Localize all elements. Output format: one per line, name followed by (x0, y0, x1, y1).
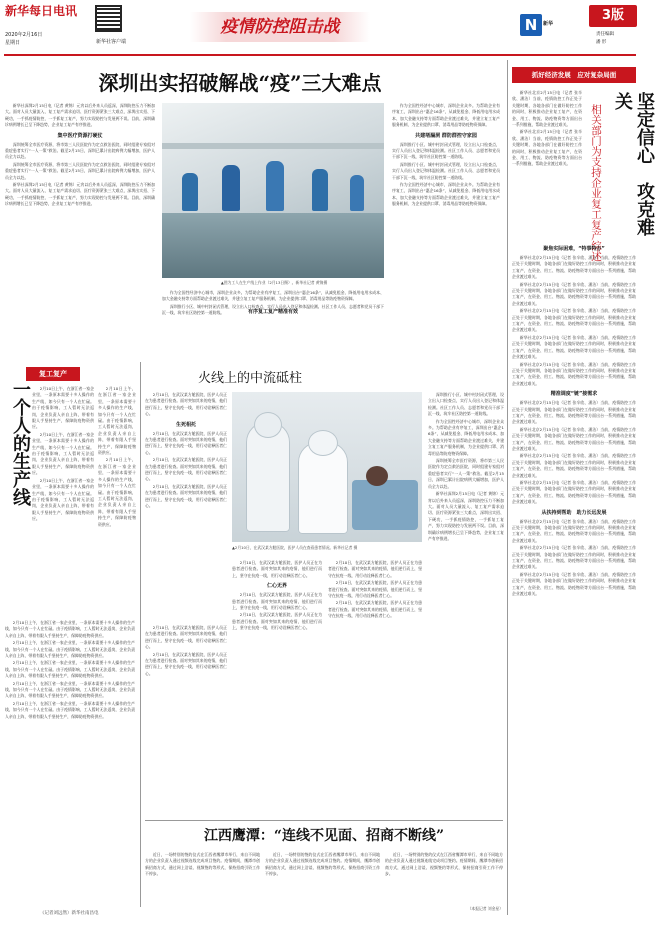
left-column-para6: 2月10日上午，在浙江省一家企业里，一条原本需要十多人操作的生产线，如今只有一个人在忙碌。由于疫情影响，工人暂时无法返岗，企业负责人亲自上阵，带着有限人手坚持生产，保障防疫物资供应。 (5, 660, 135, 679)
headline-body3-repeat: 作为全国性经济中心城市，深圳企业众多。为帮助企业有序复工，深圳出台“惠企16条”，从减免租金、降低用电用水成本、加大金融支持等方面帮助企业渡过难关，并建立复工复产服务机制，为企业提供口罩、消毒用品等防疫物资保障。 (392, 182, 500, 207)
left-column-title: 一个人的生产线 (10, 380, 31, 506)
bottom-title: 江西鹰潭：“连线不见面、招商不断线” (203, 828, 445, 844)
feature-para3: 2月10日，在武汉某方舱医院，医护人员正在为患者进行检查。面对突如其来的疫情，他们逆行而上，坚守在抗疫一线，用行动诠释医者仁心。 (145, 457, 227, 482)
feature-col4 (428, 392, 504, 820)
feature-para1: 2月10日，在武汉某方舱医院，医护人员正在为患者进行检查。面对突如其来的疫情，他们逆行而上，坚守在抗疫一线，用行动诠释医者仁心。 (145, 392, 227, 417)
right-para5: 新华社北京2月15日电（记者 张辛欣、潘洁）当前，疫情防控工作正处于关键时期，各地各部门在做好防控工作的同时，积极推动企业复工复产，在资金、用工、物流、防疫物资等方面出台一系列措施，帮助企业渡过难关。 (512, 308, 636, 333)
headline-sub2: 有序复工复产精准有效 (247, 309, 298, 315)
headline-body2: 深圳统筹全市医疗资源，将市第三人民医院作为定点救治医院，同时组建专家组对重症患者实行“一人一策”救治。截至2月15日，深圳已累计出院病例大幅增加，医护人员全力以赴。 (5, 141, 155, 160)
right-section-bar: 抓好经济发展 应对复杂局面 (512, 67, 636, 83)
headline-body3-b: 作为全国性经济中心城市，深圳企业众多。为帮助企业有序复工，深圳出台“惠企16条”，从减免租金、降低用电用水成本、加大金融支持等方面帮助企业渡过难关，并建立复工复产服务机制，为企业提供口罩、消毒用品等防疫物资保障。 (392, 103, 500, 128)
feature-para14: 作为全国性经济中心城市，深圳企业众多。为帮助企业有序复工，深圳出台“惠企16条”，从减免租金、降低用电用水成本、加大金融支持等方面帮助企业渡过难关，并建立复工复产服务机制，为企业提供口罩、消毒用品等防疫物资保障。 (428, 418, 504, 456)
feature-title: 火线上的中流砥柱 (197, 371, 302, 386)
feature-para5: 2月10日，在武汉某方舱医院，医护人员正在为患者进行检查。面对突如其来的疫情，他们逆行而上，坚守在抗疫一线，用行动诠释医者仁心。 (232, 560, 322, 578)
right-sub3: 从扶持到帮助 助力长远发展 (541, 509, 607, 516)
right-para9: 新华社北京2月15日电（记者 张辛欣、潘洁）当前，疫情防控工作正处于关键时期，各地各部门在做好防控工作的同时，积极推动企业复工复产，在资金、用工、物流、防疫物资等方面出台一系列措施，帮助企业渡过难关。 (512, 426, 636, 451)
right-para4: 新华社北京2月15日电（记者 张辛欣、潘洁）当前，疫情防控工作正处于关键时期，各地各部门在做好防控工作的同时，积极推动企业复工复产，在资金、用工、物流、防疫物资等方面出台一系列措施，帮助企业渡过难关。 (512, 281, 636, 306)
left-column-para2: 2月10日上午，在浙江省一家企业里，一条原本需要十多人操作的生产线，如今只有一个人在忙碌。由于疫情影响，工人暂时无法返岗，企业负责人亲自上阵，带着有限人手坚持生产，保障防疫物资供应。 (32, 431, 94, 476)
feature-para7: 2月10日，在武汉某方舱医院，医护人员正在为患者进行检查。面对突如其来的疫情，他们逆行而上，坚守在抗疫一线，用行动诠释医者仁心。 (232, 612, 322, 631)
bottom-para3: 近日，一场特别的签约仪式在江西省鹰潭市举行，来自不同地方的企业负责人通过视频连线完成项目签约。疫情期间，鹰潭市创新招商方式，通过网上洽谈、视频签约等形式，保持招商引资工作不停步。 (385, 852, 503, 877)
left-column-para10: 2月10日上午，在浙江省一家企业里，一条原本需要十多人操作的生产线，如今只有一个人在忙碌。由于疫情影响，工人暂时无法返岗，企业负责人亲自上阵，带着有限人手坚持生产，保障防疫物资供应。 (98, 457, 136, 527)
factory-photo (162, 103, 384, 278)
headline-sub2-block (162, 308, 384, 318)
right-subtitle: 相关部门为支持企业复工复产综述 (590, 104, 602, 262)
feature-col1 (145, 392, 227, 622)
right-para10: 新华社北京2月15日电（记者 张辛欣、潘洁）当前，疫情防控工作正处于关键时期，各地各部门在做好防控工作的同时，积极推动企业复工复产，在资金、用工、物流、防疫物资等方面出台一系列措施，帮助企业渡过难关。 (512, 453, 636, 478)
feature-para2: 2月10日，在武汉某方舱医院，医护人员正在为患者进行检查。面对突如其来的疫情，他们逆行而上，坚守在抗疫一线，用行动诠释医者仁心。 (145, 430, 227, 455)
feature-para16: 新华社深圳2月15日电（记者 黄锦）元宵以后外来人员返深，深圳防控压力不断加大。面对人员大量流入、复工复产需求迫切、医疗资源紧张三大难点，深圳出实招、下硬功，一手抓疫情防控，一手抓复工复产，努力实现防控与发展两不误。目前，深圳确诊病例增长已呈下降趋势，企业复工复产有序推进。 (428, 491, 504, 541)
bottom-col2 (265, 852, 380, 912)
left-column-para7: 2月10日上午，在浙江省一家企业里，一条原本需要十多人操作的生产线，如今只有一个人在忙碌。由于疫情影响，工人暂时无法返岗，企业负责人亲自上阵，带着有限人手坚持生产，保障防疫物资供应。 (5, 680, 135, 699)
feature-para9: 2月10日，在武汉某方舱医院，医护人员正在为患者进行检查。面对突如其来的疫情，他们逆行而上，坚守在抗疫一线，用行动诠释医者仁心。 (328, 580, 422, 599)
left-column-body-right (98, 386, 136, 616)
xinhua-logo: N 新华 (520, 14, 558, 38)
divider-left (140, 362, 141, 907)
medical-photo-caption: ▲2月10日，在武汉某方舱医院，医护人员在查看患者情况。新华社记者 摄 (232, 545, 358, 550)
right-para8: 新华社北京2月15日电（记者 张辛欣、潘洁）当前，疫情防控工作正处于关键时期，各地各部门在做好防控工作的同时，积极推动企业复工复产，在资金、用工、物流、防疫物资等方面出台一系列措施，帮助企业渡过难关。 (512, 400, 636, 425)
feature-para11: 2月10日，在武汉某方舱医院，医护人员正在为患者进行检查。面对突如其来的疫情，他们逆行而上，坚守在抗疫一线，用行动诠释医者仁心。 (145, 625, 227, 650)
divider-right (507, 60, 508, 915)
feature-para12: 2月10日，在武汉某方舱医院，医护人员正在为患者进行检查。面对突如其来的疫情，他们逆行而上，坚守在抗疫一线，用行动诠释医者仁心。 (145, 651, 227, 676)
right-para1: 新华社北京2月15日电（记者 张辛欣、潘洁）当前，疫情防控工作正处于关键时期，各地各部门在做好防控工作的同时，积极推动企业复工复产，在资金、用工、物流、防疫物资等方面出台一系列措施，帮助企业渡过难关。 (512, 90, 582, 128)
masthead-rule (4, 54, 636, 56)
feature-para15: 深圳统筹全市医疗资源，将市第三人民医院作为定点救治医院，同时组建专家组对重症患者实行“一人一策”救治。截至2月15日，深圳已累计出院病例大幅增加，医护人员全力以赴。 (428, 458, 504, 489)
bottom-rule (145, 820, 503, 821)
right-sub2: 精准调度“链”接需求 (550, 391, 598, 398)
right-body (512, 242, 636, 912)
feature-para10: 2月10日，在武汉某方舱医院，医护人员正在为患者进行检查。面对突如其来的疫情，他们逆行而上，坚守在抗疫一线，用行动诠释医者仁心。 (328, 600, 422, 619)
date-line: 2020年2月16日 (5, 32, 43, 38)
feature-sub1: 生死相托 (175, 421, 196, 428)
masthead (0, 0, 640, 58)
headline-sub1: 集中医疗资源打硬仗 (57, 132, 103, 139)
headline-body-repeat: 新华社深圳2月15日电（记者 黄锦）元宵以后外来人员返深，深圳防控压力不断加大。面对人员大量流入、复工复产需求迫切、医疗资源紧张三大难点，深圳出实招、下硬功，一手抓疫情防控，一手抓复工复产，努力实现防控与发展两不误。目前，深圳确诊病例增长已呈下降趋势，企业复工复产有序推进。 (5, 182, 155, 207)
feature-para8: 2月10日，在武汉某方舱医院，医护人员正在为患者进行检查。面对突如其来的疫情，他们逆行而上，坚守在抗疫一线，用行动诠释医者仁心。 (328, 560, 422, 578)
left-footer: 《记者刘远然）新华社南昌电 (40, 911, 99, 916)
section-tag-fugong: 复工复产 (26, 367, 80, 381)
feature-sub2: 仁心无界 (266, 583, 287, 590)
left-column-para4: 2月10日上午，在浙江省一家企业里，一条原本需要十多人操作的生产线，如今只有一个人在忙碌。由于疫情影响，工人暂时无法返岗，企业负责人亲自上阵，带着有限人手坚持生产，保障防疫物资供应。 (5, 620, 135, 638)
right-para2: 新华社北京2月15日电（记者 张辛欣、潘洁）当前，疫情防控工作正处于关键时期，各地各部门在做好防控工作的同时，积极推动企业复工复产，在资金、用工、物流、防疫物资等方面出台一系列措施，帮助企业渡过难关。 (512, 129, 582, 167)
headline-sub3: 共建堵漏洞 群防群控守家园 (415, 132, 477, 139)
headline-body2-repeat: 深圳统筹全市医疗资源，将市第三人民医院作为定点救治医院，同时组建专家组对重症患者实行“一人一策”救治。截至2月15日，深圳已累计出院病例大幅增加，医护人员全力以赴。 (5, 161, 155, 180)
headline-body: 新华社深圳2月15日电（记者 黄锦）元宵以后外来人员返深，深圳防控压力不断加大。面对人员大量流入、复工复产需求迫切、医疗资源紧张三大难点，深圳出实招、下硬功，一手抓疫情防控，一手抓复工复产，努力实现防控与发展两不误。目前，深圳确诊病例增长已呈下降趋势，企业复工复产有序推进。 (5, 103, 155, 128)
editor-line-2: 潘 形 (596, 40, 607, 45)
bottom-col1 (145, 852, 260, 912)
headline-body4-a: 深圳推行小区、城中村封闭式管理，设立出入口检查点，实行人员出入登记和体温检测。社区工作人员、志愿者和党员干部下沉一线，筑牢社区防控第一道防线。 (162, 303, 384, 316)
left-column-para5: 2月10日上午，在浙江省一家企业里，一条原本需要十多人操作的生产线，如今只有一个人在忙碌。由于疫情影响，工人暂时无法返岗，企业负责人亲自上阵，带着有限人手坚持生产，保障防疫物资供应。 (5, 640, 135, 659)
right-para14: 新华社北京2月15日电（记者 张辛欣、潘洁）当前，疫情防控工作正处于关键时期，各地各部门在做好防控工作的同时，积极推动企业复工复产，在资金、用工、物流、防疫物资等方面出台一系列措施，帮助企业渡过难关。 (512, 571, 636, 597)
headline-body4-repeat: 深圳推行小区、城中村封闭式管理，设立出入口检查点，实行人员出入登记和体温检测。社区工作人员、志愿者和党员干部下沉一线，筑牢社区防控第一道防线。 (392, 161, 500, 180)
right-para7: 新华社北京2月15日电（记者 张辛欣、潘洁）当前，疫情防控工作正处于关键时期，各地各部门在做好防控工作的同时，积极推动企业复工复产，在资金、用工、物流、防疫物资等方面出台一系列措施，帮助企业渡过难关。 (512, 361, 636, 386)
headline-article-col3 (392, 103, 500, 358)
right-para13: 新华社北京2月15日电（记者 张辛欣、潘洁）当前，疫情防控工作正处于关键时期，各地各部门在做好防控工作的同时，积极推动企业复工复产，在资金、用工、物流、防疫物资等方面出台一系列措施，帮助企业渡过难关。 (512, 545, 636, 570)
right-para11: 新华社北京2月15日电（记者 张辛欣、潘洁）当前，疫情防控工作正处于关键时期，各地各部门在做好防控工作的同时，积极推动企业复工复产，在资金、用工、物流、防疫物资等方面出台一系列措施，帮助企业渡过难关。 (512, 480, 636, 505)
left-column-para3: 2月10日上午，在浙江省一家企业里，一条原本需要十多人操作的生产线，如今只有一个人在忙碌。由于疫情影响，工人暂时无法返岗，企业负责人亲自上阵，带着有限人手坚持生产，保障防疫物资供应。 (32, 477, 94, 522)
main-headline: 深圳出实招破解战“疫”三大难点 (98, 71, 382, 95)
banner-text: 疫情防控阻击战 (220, 17, 340, 37)
bottom-para1: 近日，一场特别的签约仪式在江西省鹰潭市举行，来自不同地方的企业负责人通过视频连线完成项目签约。疫情期间，鹰潭市创新招商方式，通过网上洽谈、视频签约等形式，保持招商引资工作不停步。 (145, 852, 260, 877)
logo-text: 新华 (543, 21, 554, 27)
right-para12: 新华社北京2月15日电（记者 张辛欣、潘洁）当前，疫情防控工作正处于关键时期，各地各部门在做好防控工作的同时，积极推动企业复工复产，在资金、用工、物流、防疫物资等方面出台一系列措施，帮助企业渡过难关。 (512, 518, 636, 543)
weekday: 星期日 (5, 40, 21, 46)
headline-article-col1 (5, 103, 155, 358)
editor-line-1: 责任编辑 (596, 32, 614, 37)
feature-col2 (232, 560, 322, 820)
bottom-para2: 近日，一场特别的签约仪式在江西省鹰潭市举行，来自不同地方的企业负责人通过视频连线完成项目签约。疫情期间，鹰潭市创新招商方式，通过网上洽谈、视频签约等形式，保持招商引资工作不停步。 (265, 852, 380, 877)
bottom-col3 (385, 852, 503, 904)
right-headline: 坚定信心 攻克难关 (612, 92, 655, 236)
page-number: 3版 (589, 5, 637, 27)
right-sub1: 聚焦实际困难，“特事特办” (543, 246, 605, 252)
right-para3: 新华社北京2月15日电（记者 张辛欣、潘洁）当前，疫情防控工作正处于关键时期，各地各部门在做好防控工作的同时，积极推动企业复工复产，在资金、用工、物流、防疫物资等方面出台一系列措施，帮助企业渡过难关。 (512, 255, 636, 280)
paper-name: 新华每日电讯 (5, 4, 78, 18)
feature-para4: 2月10日，在武汉某方舱医院，医护人员正在为患者进行检查。面对突如其来的疫情，他们逆行而上，坚守在抗疫一线，用行动诠释医者仁心。 (145, 483, 227, 509)
medical-photo (232, 392, 422, 542)
left-column-para1: 2月10日上午，在浙江省一家企业里，一条原本需要十多人操作的生产线，如今只有一个人在忙碌。由于疫情影响，工人暂时无法返岗，企业负责人亲自上阵，带着有限人手坚持生产，保障防疫物资供应。 (32, 386, 94, 430)
left-column-body (32, 386, 94, 616)
banner (190, 12, 370, 42)
headline-article-col2 (162, 290, 384, 358)
bottom-footer: （本报记者 刘金星） (467, 906, 503, 911)
app-label: 新华社客户端 (96, 39, 127, 45)
left-column-body-wide (5, 620, 135, 910)
factory-photo-caption: ▲图为工人在生产线上作业（2月13日摄）。新华社记者 黄锦摄 (220, 280, 328, 285)
left-column-para8: 2月10日上午，在浙江省一家企业里，一条原本需要十多人操作的生产线，如今只有一个人在忙碌。由于疫情影响，工人暂时无法返岗，企业负责人亲自上阵，带着有限人手坚持生产，保障防疫物资供应。 (5, 700, 135, 719)
right-intro (512, 90, 582, 240)
headline-body3-a: 作为全国性经济中心城市，深圳企业众多。为帮助企业有序复工，深圳出台“惠企16条”，从减免租金、降低用电用水成本、加大金融支持等方面帮助企业渡过难关，并建立复工复产服务机制，为企业提供口罩、消毒用品等防疫物资保障。 (162, 290, 384, 302)
qr-code-icon[interactable] (95, 5, 122, 32)
feature-col3 (328, 560, 422, 820)
feature-para13: 深圳推行小区、城中村封闭式管理，设立出入口检查点，实行人员出入登记和体温检测。社区工作人员、志愿者和党员干部下沉一线，筑牢社区防控第一道防线。 (428, 392, 504, 417)
feature-para6: 2月10日，在武汉某方舱医院，医护人员正在为患者进行检查。面对突如其来的疫情，他们逆行而上，坚守在抗疫一线，用行动诠释医者仁心。 (232, 592, 322, 611)
left-column-para9: 2月10日上午，在浙江省一家企业里，一条原本需要十多人操作的生产线，如今只有一个人在忙碌。由于疫情影响，工人暂时无法返岗，企业负责人亲自上阵，带着有限人手坚持生产，保障防疫物资供应。 (98, 386, 136, 456)
headline-body4: 深圳推行小区、城中村封闭式管理，设立出入口检查点，实行人员出入登记和体温检测。社区工作人员、志愿者和党员干部下沉一线，筑牢社区防控第一道防线。 (392, 141, 500, 160)
feature-col1b (145, 625, 227, 820)
right-para6: 新华社北京2月15日电（记者 张辛欣、潘洁）当前，疫情防控工作正处于关键时期，各地各部门在做好防控工作的同时，积极推动企业复工复产，在资金、用工、物流、防疫物资等方面出台一系列措施，帮助企业渡过难关。 (512, 334, 636, 360)
